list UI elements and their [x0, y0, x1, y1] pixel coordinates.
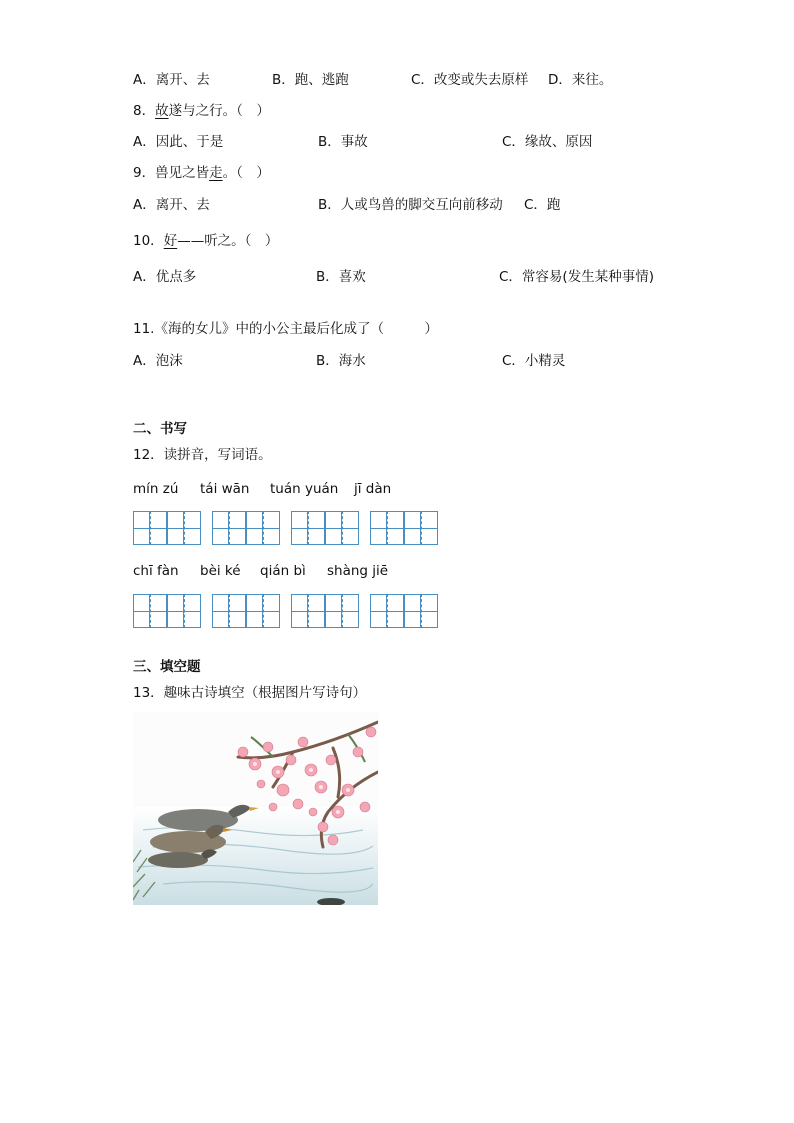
pinyin-7: qián bì	[260, 563, 306, 579]
q9-option-b: B．人或鸟兽的脚交互向前移动	[318, 197, 503, 213]
q7-option-b: B．跑、逃跑	[272, 72, 349, 88]
q11-option-c: C．小精灵	[502, 353, 566, 369]
writing-grid-3[interactable]	[291, 511, 359, 545]
writing-grid-2[interactable]	[212, 511, 280, 545]
q7-option-a: A．离开、去	[133, 72, 210, 88]
question-11: 11.《海的女儿》中的小公主最后化成了（ ）	[133, 321, 438, 337]
question-13: 13．趣味古诗填空（根据图片写诗句）	[133, 685, 367, 701]
pinyin-8: shàng jiē	[327, 563, 389, 579]
question-12: 12．读拼音，写词语。	[133, 447, 272, 463]
question-10	[133, 229, 278, 249]
question-9	[133, 161, 270, 181]
peach-blossom-ducks-illustration	[133, 712, 378, 905]
q9-text: 。（ ）	[222, 165, 270, 181]
q8-option-c: C．缘故、原因	[502, 134, 593, 150]
q8-option-a: A．因此、于是	[133, 134, 224, 150]
q8-text: 遂与之行。（ ）	[168, 103, 270, 119]
q10-number: 10．	[133, 233, 164, 249]
pinyin-1: mín zú	[133, 481, 179, 497]
q8-option-b: B．事故	[318, 134, 368, 150]
writing-grid-7[interactable]	[291, 594, 359, 628]
q10-option-b: B．喜欢	[316, 269, 366, 285]
writing-grid-4[interactable]	[370, 511, 438, 545]
writing-grid-5[interactable]	[133, 594, 201, 628]
q9-underlined-word: 走	[209, 165, 223, 181]
q10-text: ——听之。（ ）	[177, 233, 279, 249]
pinyin-3: tuán yuán	[270, 481, 339, 497]
writing-grid-8[interactable]	[370, 594, 438, 628]
section-heading-fill-blank: 三、填空题	[133, 659, 201, 675]
q9-number: 9．兽见之皆	[133, 165, 210, 181]
pinyin-4: jī dàn	[354, 481, 392, 497]
q8-number: 8．	[133, 103, 156, 119]
q11-option-a: A．泡沫	[133, 353, 183, 369]
q7-option-d: D．来往。	[548, 72, 613, 88]
q7-option-c: C．改变或失去原样	[411, 72, 529, 88]
q8-underlined-word: 故	[155, 103, 169, 119]
pinyin-5: chī fàn	[133, 563, 179, 579]
q10-underlined-word: 好	[163, 233, 178, 249]
q9-option-a: A．离开、去	[133, 197, 210, 213]
writing-grid-6[interactable]	[212, 594, 280, 628]
section-heading-writing: 二、书写	[133, 421, 187, 437]
writing-grid-1[interactable]	[133, 511, 201, 545]
q10-option-a: A．优点多	[133, 269, 197, 285]
q9-option-c: C．跑	[524, 197, 561, 213]
pinyin-2: tái wān	[200, 481, 250, 497]
q10-option-c: C．常容易(发生某种事情)	[499, 269, 654, 285]
question-8	[133, 99, 270, 119]
q11-option-b: B．海水	[316, 353, 366, 369]
pinyin-6: bèi ké	[200, 563, 241, 579]
